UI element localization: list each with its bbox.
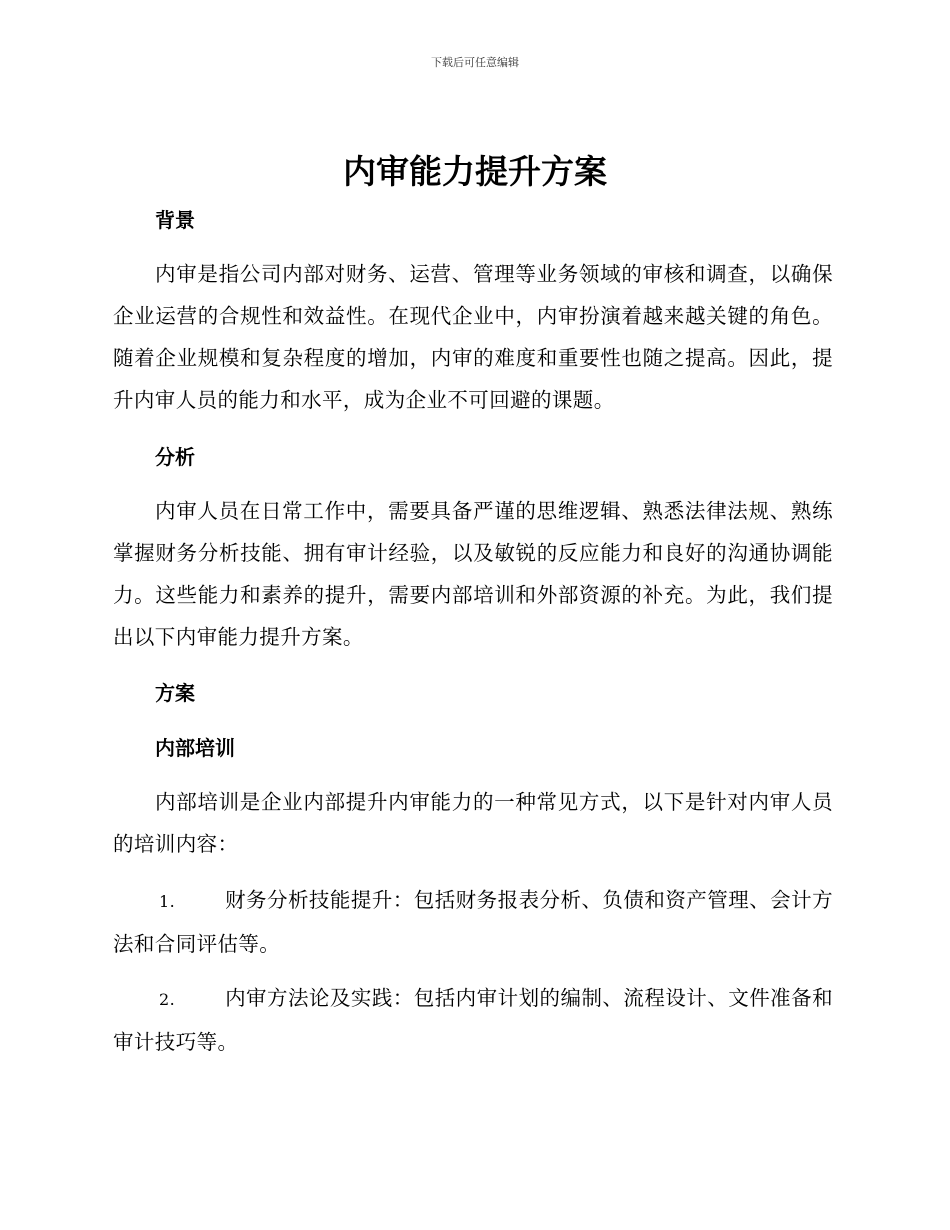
paragraph-internal-training: 内部培训是企业内部提升内审能力的一种常见方式，以下是针对内审人员的培训内容： [113, 790, 833, 856]
section-heading-analysis: 分析 [155, 445, 195, 469]
list-item-text: 内审方法论及实践：包括内审计划的编制、流程设计、文件准备和审计技巧等。 [113, 986, 833, 1054]
list-item-number: 2. [159, 990, 176, 1009]
list-item-number: 1. [159, 892, 176, 911]
list-item-text: 财务分析技能提升：包括财务报表分析、负债和资产管理、会计方法和合同评估等。 [113, 888, 833, 956]
list-item [113, 879, 833, 965]
section-heading-background: 背景 [155, 208, 195, 232]
paragraph-analysis: 内审人员在日常工作中，需要具备严谨的思维逻辑、熟悉法律法规、熟练掌握财务分析技能、拥有审计经验，以及敏锐的反应能力和良好的沟通协调能力。这些能力和素养的提升，需要内部培训和外部资源的补充。为此，我们提出以下内审能力提升方案。 [113, 499, 833, 649]
list-item [113, 977, 833, 1063]
document-title: 内审能力提升方案 [343, 152, 607, 191]
section-heading-internal-training: 内部培训 [155, 736, 235, 760]
page-header-note: 下载后可任意编辑 [431, 56, 519, 69]
section-heading-plan: 方案 [155, 681, 195, 705]
paragraph-background: 内审是指公司内部对财务、运营、管理等业务领域的审核和调查，以确保企业运营的合规性和效益性。在现代企业中，内审扮演着越来越关键的角色。随着企业规模和复杂程度的增加，内审的难度和重要性也随之提高。因此，提升内审人员的能力和水平，成为企业不可回避的课题。 [113, 262, 833, 412]
